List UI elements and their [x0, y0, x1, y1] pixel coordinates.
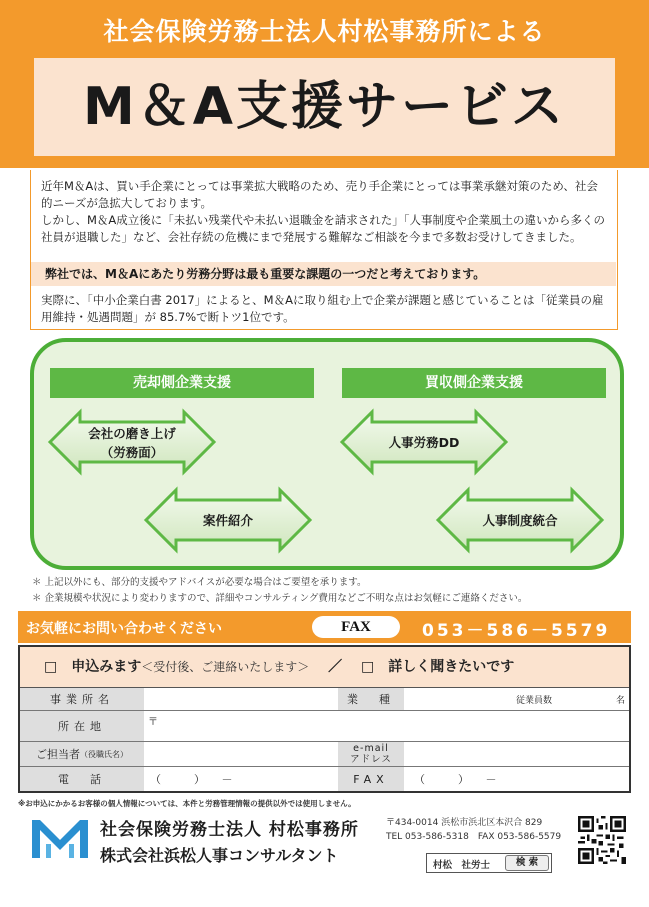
form-row-contact: [20, 742, 629, 767]
email-label: [338, 742, 404, 766]
contact-person-input[interactable]: [144, 742, 338, 766]
application-form: [18, 645, 631, 793]
buyer-support-label: 買収側企業支援: [342, 368, 606, 398]
contact-person-text: ご担当者: [36, 748, 80, 761]
contact-person-sub: （役職氏名）: [80, 749, 128, 759]
form-options: [20, 647, 629, 688]
footer-org-1: 社会保険労務士法人 村松事務所: [100, 820, 359, 840]
fax-field-label: FAX: [338, 767, 404, 791]
note-2: ＊ 企業規模や状況により変わりますので、詳細やコンサルティング費用などご不明な点はお気軽にご連絡ください。: [32, 593, 528, 604]
seller-arrow-1-line2: （労務面）: [100, 445, 164, 460]
footer-org-2: 株式会社浜松人事コンサルタント: [100, 846, 339, 865]
footer-address-line: 〒434-0014 浜松市浜北区本沢合 829: [386, 818, 543, 828]
company-logo-icon: [32, 816, 92, 862]
contact-person-label: [20, 742, 144, 766]
phone-input[interactable]: （ ） －: [144, 767, 338, 791]
buyer-arrow-2-label: 人事制度統合: [482, 513, 558, 528]
option-apply-checkbox[interactable]: □ 申込みます: [44, 659, 142, 675]
seller-arrow-1-line1: 会社の磨き上げ: [88, 426, 176, 441]
option-separator: ／: [328, 659, 343, 675]
company-input[interactable]: [144, 688, 338, 710]
intro-box: [30, 170, 618, 330]
intro-paragraph-2: しかし、M＆A成立後に「未払い残業代や未払い退職金を請求された」「人事制度や企業風土の違いから多くの社員が退職した」など、会社存続の危機にまで発展する難解なご相談を今まで多数お受けしてきました。: [41, 213, 606, 244]
search-button[interactable]: 検 索: [505, 855, 549, 871]
seller-arrow-2: [146, 490, 310, 550]
option-apply-note: ＜受付後、ご連絡いたします＞: [141, 660, 310, 674]
privacy-note: ※お申込にかかるお客様の個人情報については、本件と労務管理情報の提供以外では使用しません。: [18, 799, 356, 808]
qr-code-icon: [578, 816, 626, 864]
support-panel: [30, 338, 624, 570]
email-label-line2: アドレス: [350, 754, 392, 765]
seller-arrow-2-label: 案件紹介: [202, 513, 254, 528]
contact-bar: [18, 611, 631, 643]
postal-mark: 〒: [148, 717, 158, 728]
intro-paragraph-3: 実際に、「中小企業白書 2017」によると、M＆Aに取り組む上で企業が課題と感じていることは「従業員の雇用維持・処遇問題」が 85.7%で断トツ1位です。: [41, 293, 604, 324]
footer-address: [386, 816, 561, 844]
search-box[interactable]: [426, 853, 552, 873]
fax-label: FAX: [312, 616, 400, 638]
page-title: M＆A支援サービス: [83, 77, 566, 137]
support-arrows: [34, 342, 620, 566]
search-text: 村松 社労士: [433, 860, 491, 871]
industry-input[interactable]: [404, 688, 629, 710]
form-row-company: [20, 688, 629, 711]
footer-tel-fax: TEL 053-586-5318 FAX 053-586-5579: [386, 832, 562, 842]
buyer-arrow-1: [342, 412, 506, 472]
email-label-line1: e-mail: [353, 743, 389, 754]
employees-label: 従業員数: [515, 695, 552, 706]
option-inquire-checkbox[interactable]: □ 詳しく聞きたいです: [361, 659, 515, 675]
form-row-phone: [20, 767, 629, 791]
intro-highlight: 弊社では、M＆Aにあたり労務分野は最も重要な課題の一つだと考えております。: [31, 262, 616, 286]
email-input[interactable]: [404, 742, 629, 766]
address-label: 所在地: [20, 711, 144, 741]
company-label: 事業所名: [20, 688, 144, 710]
notes: [32, 575, 527, 607]
header-title-box: [34, 58, 615, 156]
form-row-address: [20, 711, 629, 742]
header-subtitle: 社会保険労務士法人村松事務所による: [103, 17, 546, 46]
fax-number: 053－586－5579: [422, 621, 611, 641]
intro-paragraph-1: 近年M＆Aは、買い手企業にとっては事業拡大戦略のため、売り手企業にとっては事業承継対策のため、社会的ニーズが急拡大しております。: [41, 179, 598, 210]
seller-support-label: 売却側企業支援: [50, 368, 314, 398]
buyer-arrow-1-label: 人事労務DD: [388, 435, 460, 450]
note-1: ＊ 上記以外にも、部分的支援やアドバイスが必要な場合はご要望を承ります。: [32, 577, 367, 588]
contact-text: お気軽にお問い合わせください: [26, 621, 222, 637]
address-input[interactable]: [144, 711, 629, 741]
seller-arrow-1: [50, 412, 214, 472]
phone-label: 電 話: [20, 767, 144, 791]
fax-input[interactable]: （ ） －: [404, 767, 629, 791]
buyer-arrow-2: [438, 490, 602, 550]
industry-label: 業 種: [338, 688, 404, 710]
employees-unit: 名: [615, 695, 625, 706]
header-banner: [0, 0, 649, 168]
